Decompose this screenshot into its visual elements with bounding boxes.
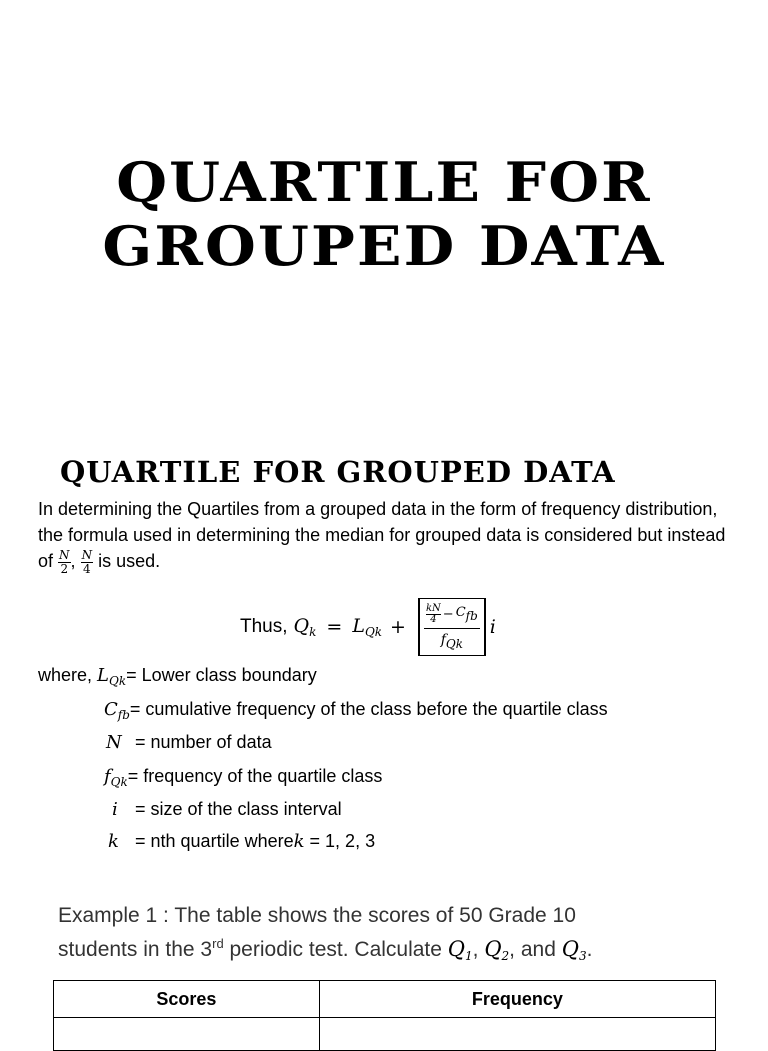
def-row-cumulative [104, 696, 608, 722]
header-scores: Scores [54, 981, 320, 1018]
formula-prefix: Thus, [240, 616, 288, 637]
example-line-2: students in the 3rd periodic test. Calculate $Q_1$, $Q_2$, and $Q_3$. [58, 936, 593, 963]
table-header-row [54, 981, 716, 1018]
table-row [54, 1018, 716, 1051]
def-text: = nth quartile where [130, 831, 294, 851]
where-label: where, [38, 665, 93, 685]
def-text: = cumulative frequency of the class before the quartile class [129, 699, 608, 719]
formula-fraction [424, 604, 480, 651]
title-line-1: QUARTILE FOR [116, 150, 652, 214]
def-sym: N [106, 732, 122, 753]
def-text: = frequency of the quartile class [127, 766, 383, 786]
table-cell [54, 1018, 320, 1051]
frac2-num: N [81, 547, 93, 562]
formula-l-term: $L_{Qk}$ [352, 615, 383, 639]
frac-separator: , [70, 551, 76, 571]
example-text [58, 902, 738, 970]
def-sym: $C_{fb}$ [104, 699, 130, 722]
def-text: = Lower class boundary [126, 665, 317, 685]
table-cell [319, 1018, 715, 1051]
header-frequency: Frequency [319, 981, 715, 1018]
title-line-2: GROUPED DATA [102, 214, 666, 278]
example-line-1: Example 1 : The table shows the scores of 50 Grade 10 [58, 904, 576, 927]
frac2-den: 4 [82, 561, 91, 576]
section-heading: QUARTILE FOR GROUPED DATA [60, 455, 616, 489]
intro-tail: is used. [98, 551, 161, 571]
def-text: = size of the class interval [130, 799, 342, 819]
q1: $Q_1$ [447, 937, 473, 963]
formula-lhs: $Q_k$ [293, 615, 317, 639]
q2: $Q_2$ [484, 937, 510, 963]
def-row-interval [112, 796, 342, 822]
intro-text: In determining the Quartiles from a grouped data in the form of frequency distribution, the formula used in determining the median for grouped data is considered but instead of [38, 499, 726, 571]
def-text: = number of data [130, 732, 272, 752]
formula-denominator: fQk [440, 631, 464, 651]
slide-title [0, 150, 768, 278]
frac1-den: 2 [60, 561, 69, 576]
fraction-n-over-4 [81, 549, 94, 576]
def-row-frequency [104, 763, 382, 789]
def-sym: $f_{Qk}$ [104, 766, 128, 789]
formula-numerator: kN 4 − Cfb [424, 604, 480, 629]
intro-paragraph [38, 496, 738, 576]
formula-bracket [418, 598, 486, 656]
frac1-num: N [59, 547, 70, 562]
def-row-lower-boundary [38, 662, 317, 688]
def-row-n [106, 729, 272, 755]
formula-equals: = [326, 616, 343, 638]
formula-plus: + [390, 616, 406, 638]
formula-i: i [489, 616, 496, 638]
quartile-formula [240, 596, 496, 658]
fraction-n-over-2 [58, 549, 71, 576]
kn-over-4: kN 4 [425, 602, 441, 625]
def-sym: i [112, 799, 118, 820]
def-sym: k [108, 831, 119, 852]
scores-table [53, 980, 716, 1051]
def-row-k: k = nth quartile wherek = 1, 2, 3 [108, 828, 375, 854]
def-sym: $L_{Qk}$ [97, 665, 127, 688]
q3: $Q_3$ [561, 937, 587, 963]
